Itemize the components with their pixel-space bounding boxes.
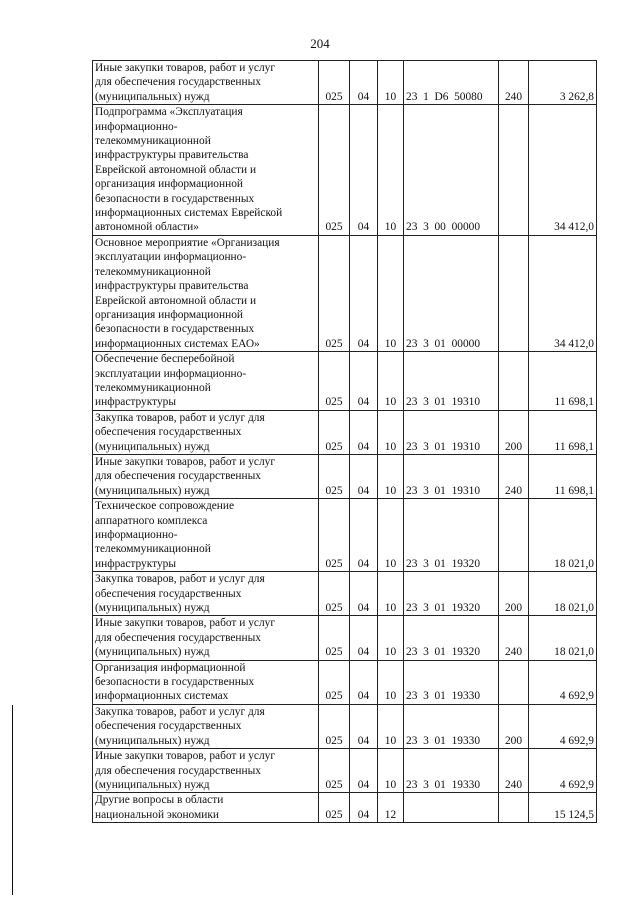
row-description: [93, 61, 319, 105]
subsection-code-cell: 10: [378, 749, 404, 793]
program-code-cell: [404, 793, 499, 823]
expense-type-cell: 240: [499, 616, 529, 660]
admin-code-cell: 025: [319, 61, 350, 105]
section-code-cell: 04: [350, 410, 378, 454]
amount-cell: 18 021,0: [529, 499, 597, 572]
table-row: [93, 352, 597, 411]
table-row: [93, 793, 597, 823]
amount-cell: 18 021,0: [529, 572, 597, 616]
program-code-cell: 23 3 01 19310: [404, 454, 499, 498]
program-code-cell: 23 3 01 19330: [404, 704, 499, 748]
subsection-code-cell: 10: [378, 660, 404, 704]
row-description-text: Иные закупки товаров, работ и услуг для обеспечения государственных (муниципальных) нужд: [95, 62, 276, 103]
row-description-text: Закупка товаров, работ и услуг для обеспечения государственных (муниципальных) нужд: [95, 573, 265, 615]
amount-cell: 18 021,0: [529, 616, 597, 660]
table-row: [93, 235, 597, 351]
row-description-text: Другие вопросы в области национальной экономики: [95, 794, 224, 821]
row-description-text: Иные закупки товаров, работ и услуг для обеспечения государственных (муниципальных) нужд: [95, 455, 276, 497]
table-row: [93, 454, 597, 498]
section-code-cell: 04: [350, 572, 378, 616]
subsection-code-cell: 10: [378, 352, 404, 411]
budget-table-body: [93, 61, 597, 823]
program-code-cell: 23 1 D6 50080: [404, 61, 499, 105]
program-code-cell: 23 3 01 19320: [404, 616, 499, 660]
budget-table: [92, 60, 597, 823]
section-code-cell: 04: [350, 704, 378, 748]
program-code-cell: 23 3 01 00000: [404, 235, 499, 351]
row-description: [93, 352, 319, 411]
expense-type-cell: [499, 105, 529, 236]
table-row: [93, 499, 597, 572]
subsection-code-cell: 10: [378, 105, 404, 236]
expense-type-cell: 200: [499, 410, 529, 454]
table-row: [93, 105, 597, 236]
expense-type-cell: [499, 235, 529, 351]
amount-cell: 11 698,1: [529, 410, 597, 454]
row-description-text: Иные закупки товаров, работ и услуг для обеспечения государственных (муниципальных) нужд: [95, 750, 276, 791]
amount-cell: 3 262,8: [529, 61, 597, 105]
section-code-cell: 04: [350, 352, 378, 411]
program-code-cell: 23 3 01 19310: [404, 410, 499, 454]
table-row: [93, 749, 597, 793]
section-code-cell: 04: [350, 235, 378, 351]
section-code-cell: 04: [350, 660, 378, 704]
section-code-cell: 04: [350, 499, 378, 572]
expense-type-cell: [499, 660, 529, 704]
expense-type-cell: 200: [499, 704, 529, 748]
admin-code-cell: 025: [319, 704, 350, 748]
section-code-cell: 04: [350, 61, 378, 105]
expense-type-cell: 200: [499, 572, 529, 616]
subsection-code-cell: 10: [378, 704, 404, 748]
subsection-code-cell: 10: [378, 499, 404, 572]
row-description-text: Обеспечение бесперебойной эксплуатации информационно- телекоммуникационной инфраструктуры: [95, 353, 247, 409]
row-description-text: Закупка товаров, работ и услуг для обеспечения государственных (муниципальных) нужд: [95, 411, 265, 453]
row-description-text: Подпрограмма «Эксплуатация информационно- телекоммуникационной инфраструктуры правительства Еврейской автономной области и организация информационной безопасности в государственных информационных системах Еврейской автономной области»: [95, 106, 283, 234]
table-row: [93, 61, 597, 105]
section-code-cell: 04: [350, 616, 378, 660]
table-row: [93, 704, 597, 748]
table-row: [93, 616, 597, 660]
amount-cell: 15 124,5: [529, 793, 597, 823]
row-description: [93, 572, 319, 616]
row-description-text: Иные закупки товаров, работ и услуг для обеспечения государственных (муниципальных) нужд: [95, 617, 276, 659]
subsection-code-cell: 10: [378, 235, 404, 351]
row-description: [93, 410, 319, 454]
subsection-code-cell: 10: [378, 454, 404, 498]
admin-code-cell: 025: [319, 572, 350, 616]
admin-code-cell: 025: [319, 749, 350, 793]
admin-code-cell: 025: [319, 793, 350, 823]
program-code-cell: 23 3 01 19320: [404, 499, 499, 572]
admin-code-cell: 025: [319, 410, 350, 454]
expense-type-cell: 240: [499, 61, 529, 105]
amount-cell: 34 412,0: [529, 235, 597, 351]
row-description: [93, 499, 319, 572]
program-code-cell: 23 3 01 19310: [404, 352, 499, 411]
subsection-code-cell: 10: [378, 572, 404, 616]
amount-cell: 4 692,9: [529, 749, 597, 793]
admin-code-cell: 025: [319, 352, 350, 411]
subsection-code-cell: 10: [378, 410, 404, 454]
subsection-code-cell: 12: [378, 793, 404, 823]
row-description: [93, 660, 319, 704]
expense-type-cell: [499, 499, 529, 572]
expense-type-cell: [499, 352, 529, 411]
program-code-cell: 23 3 00 00000: [404, 105, 499, 236]
section-code-cell: 04: [350, 454, 378, 498]
row-description: [93, 749, 319, 793]
expense-type-cell: 240: [499, 454, 529, 498]
admin-code-cell: 025: [319, 616, 350, 660]
row-description: [93, 616, 319, 660]
subsection-code-cell: 10: [378, 61, 404, 105]
expense-type-cell: [499, 793, 529, 823]
table-row: [93, 410, 597, 454]
amount-cell: 34 412,0: [529, 105, 597, 236]
row-description: [93, 454, 319, 498]
admin-code-cell: 025: [319, 660, 350, 704]
table-row: [93, 660, 597, 704]
amount-cell: 4 692,9: [529, 660, 597, 704]
expense-type-cell: 240: [499, 749, 529, 793]
section-code-cell: 04: [350, 793, 378, 823]
row-description: [93, 793, 319, 823]
program-code-cell: 23 3 01 19330: [404, 749, 499, 793]
admin-code-cell: 025: [319, 235, 350, 351]
program-code-cell: 23 3 01 19330: [404, 660, 499, 704]
row-description-text: Организация информационной безопасности в государственных информационных системах: [95, 661, 255, 703]
row-description: [93, 704, 319, 748]
row-description-text: Техническое сопровождение аппаратного комплекса информационно- телекоммуникационной инфраструктуры: [95, 500, 235, 570]
amount-cell: 11 698,1: [529, 352, 597, 411]
margin-line: [12, 705, 13, 895]
row-description: [93, 235, 319, 351]
row-description-text: Основное мероприятие «Организация эксплуатации информационно- телекоммуникационной инфраструктуры правительства Еврейской автономной области и организация информационной безопасности в государственных информационных системах ЕАО»: [95, 236, 280, 350]
row-description: [93, 105, 319, 236]
row-description-text: Закупка товаров, работ и услуг для обеспечения государственных (муниципальных) нужд: [95, 705, 265, 747]
amount-cell: 11 698,1: [529, 454, 597, 498]
page-number: 204: [310, 36, 330, 51]
table-row: [93, 572, 597, 616]
admin-code-cell: 025: [319, 499, 350, 572]
section-code-cell: 04: [350, 105, 378, 236]
admin-code-cell: 025: [319, 105, 350, 236]
amount-cell: 4 692,9: [529, 704, 597, 748]
subsection-code-cell: 10: [378, 616, 404, 660]
program-code-cell: 23 3 01 19320: [404, 572, 499, 616]
admin-code-cell: 025: [319, 454, 350, 498]
section-code-cell: 04: [350, 749, 378, 793]
